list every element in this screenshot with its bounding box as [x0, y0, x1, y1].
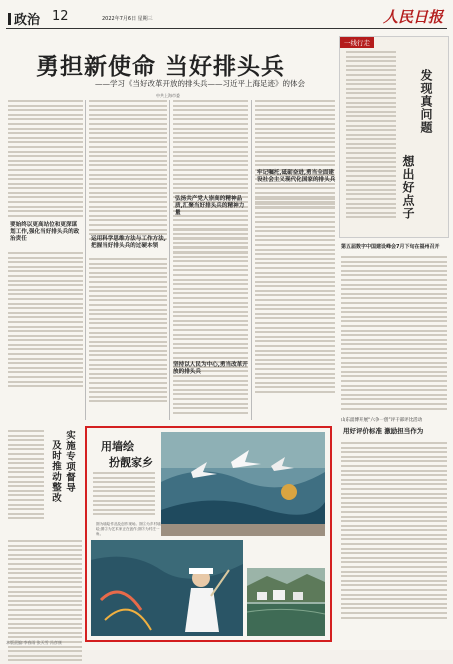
page-number: 12 [52, 9, 69, 24]
sub-headline: ——学习《当好改革开放的排头兵——习近平上海足迹》的体会 [95, 79, 305, 88]
sidebar-title-b: 想出好点子 [401, 155, 415, 220]
left-story-text-a [8, 430, 44, 522]
subhead-3: 弘扬共产党人崇高的精神品质,汇聚当好排头兵的精神力量 [175, 196, 245, 216]
photo-feature-caption: 图为墙绘作品及创作现场。图①为乡村墙绘;图②为艺术家正在创作;图③为村庄一角。 [96, 522, 161, 536]
subhead-1: 要始终以更高站位和更深谋划工作,强化当好排头兵的政治责任 [10, 222, 80, 242]
article-column-4 [255, 100, 335, 210]
byline: 中共上海市委 [156, 93, 180, 98]
subhead-5: 坚持以人民为中心,勇当改革开放的排头兵 [173, 362, 248, 375]
mural-photo [161, 432, 325, 536]
subhead-4: 牢记嘱托,砥砺奋进,勇当全面建设社会主义现代化国家的排头兵 [257, 170, 336, 183]
sidebar-title-a: 发现真问题 [419, 69, 433, 134]
section-name: 政治 [14, 13, 41, 28]
article-column-1 [8, 100, 83, 219]
painter-photo [91, 540, 243, 636]
subhead-2: 运用科学思维方法与工作方法,把握当好排头兵的过硬本领 [91, 236, 166, 249]
commentary-title: 用好评价标准 激励担当作为 [343, 427, 424, 435]
article-column-4b [255, 198, 335, 396]
left-story-title-b: 及时推动整改 [50, 440, 61, 503]
photo-feature-title-2: 扮靓家乡 [109, 456, 153, 469]
section-label [8, 9, 40, 28]
village-photo [247, 568, 325, 636]
masthead-logo: 人民日报 [382, 8, 443, 26]
brief-title: 第五届数字中国建设峰会7月下旬在福州召开 [341, 244, 440, 250]
commentary-kicker: 山东淄博开展“六争一创”评干部评比活动 [341, 418, 423, 423]
commentary-text [341, 442, 447, 621]
article-column-2b [89, 258, 167, 405]
sidebar-tag: 一线行走 [340, 37, 374, 48]
sidebar-box [339, 36, 449, 238]
section-marker [8, 13, 11, 25]
article-column-1b [8, 252, 83, 390]
sidebar-text [346, 51, 396, 221]
photo-feature-intro [93, 472, 155, 518]
photo-feature-title-1: 用墙绘 [101, 440, 134, 453]
article-column-2 [89, 100, 167, 242]
main-headline: 勇担新使命 当好排头兵 [36, 54, 286, 80]
page-footer: 本版责编:李春雨 张天雪 冯彦康 [6, 640, 62, 645]
article-column-3b [173, 228, 248, 416]
issue-date: 2022年7月6日 星期三 [102, 16, 153, 22]
brief-text [341, 256, 447, 412]
page-header [6, 6, 447, 29]
left-story-title-a: 实施专项督导 [64, 430, 75, 493]
